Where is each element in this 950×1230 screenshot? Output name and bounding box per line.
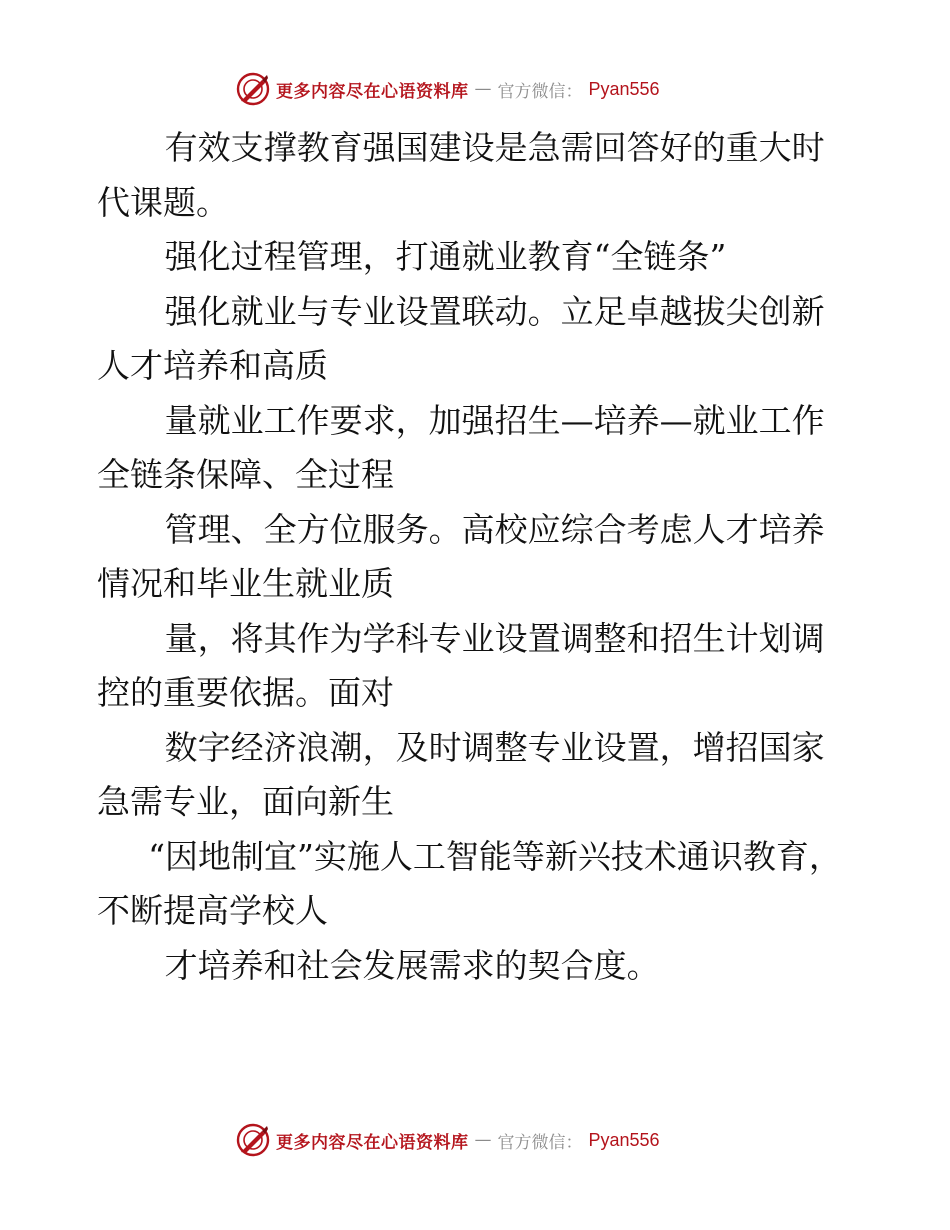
quill-logo-icon [236, 1123, 270, 1157]
paragraph: 量就业工作要求，加强招生—培养—就业工作全链条保障、全过程 [97, 400, 825, 494]
paragraph: “因地制宜”实施人工智能等新兴技术通识教育，不断提高学校人 [97, 836, 842, 930]
quill-logo-icon [236, 72, 270, 106]
watermark-separator: — [474, 1130, 492, 1150]
paragraph: 才培养和社会发展需求的契合度。 [164, 945, 660, 985]
watermark-id: Pyan556 [588, 78, 660, 99]
footer-watermark [236, 1122, 660, 1158]
watermark-brand: 更多内容尽在心语资料库 [276, 1132, 469, 1153]
paragraph: 有效支撑教育强国建设是急需回答好的重大时代课题。 [97, 128, 825, 222]
paragraph: 数字经济浪潮，及时调整专业设置，增招国家急需专业，面向新生 [97, 727, 825, 821]
section-heading: 强化过程管理，打通就业教育“全链条” [164, 237, 727, 276]
watermark-id: Pyan556 [588, 1129, 660, 1150]
watermark-label: 官方微信： [497, 1132, 583, 1153]
watermark-brand: 更多内容尽在心语资料库 [276, 81, 469, 102]
document-body [97, 121, 857, 993]
paragraph: 强化就业与专业设置联动。立足卓越拔尖创新人才培养和高质 [97, 291, 825, 385]
paragraph: 量，将其作为学科专业设置调整和招生计划调控的重要依据。面对 [97, 618, 825, 712]
watermark-separator: — [474, 79, 492, 99]
header-watermark [236, 71, 660, 107]
watermark-label: 官方微信： [497, 81, 583, 102]
paragraph: 管理、全方位服务。高校应综合考虑人才培养情况和毕业生就业质 [97, 509, 825, 603]
